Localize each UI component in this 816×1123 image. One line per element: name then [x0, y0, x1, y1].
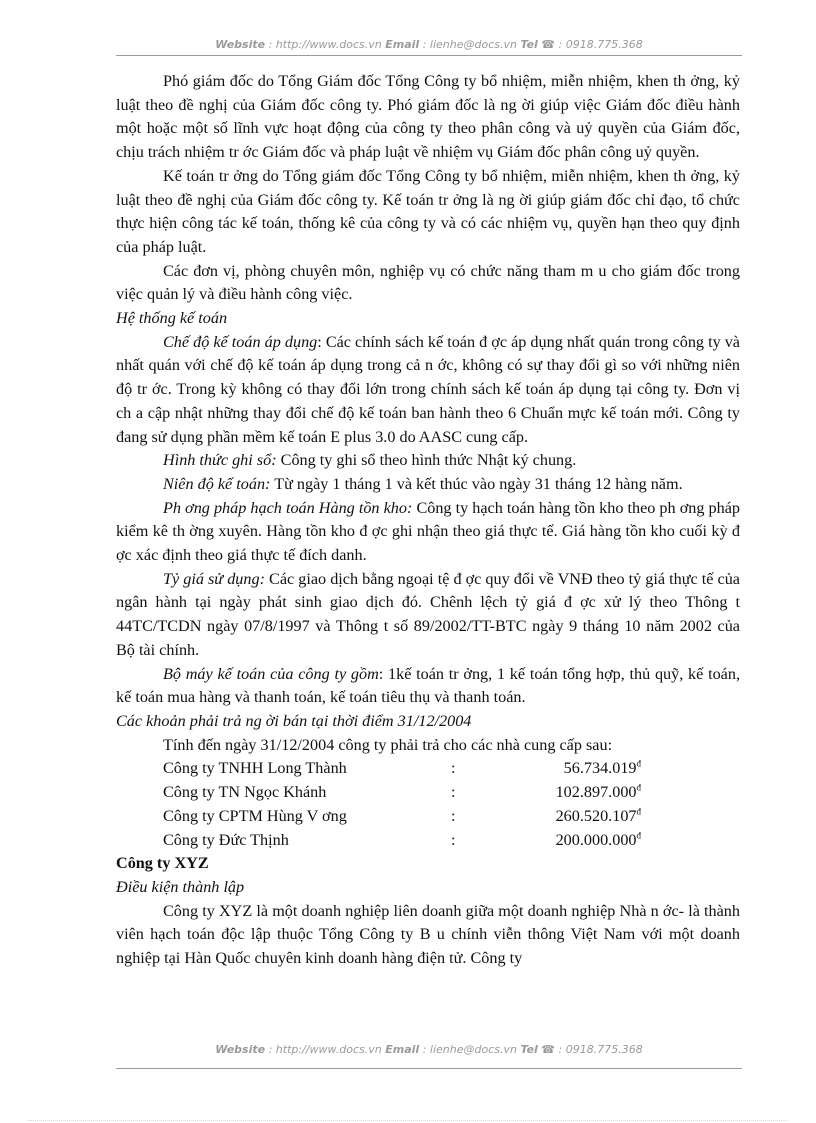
footer-rule — [116, 1068, 742, 1069]
paragraph: Công ty XYZ là một doanh nghiệp liên doanh giữa một doanh nghiệp Nhà n ớc- là thành viên hạch toán độc lập thuộc Tổng Công ty B u chính viễn thông Việt Nam với một doanh nghiệp tại Hàn Quốc chuyên kinh doanh hàng điện tử. Công ty — [116, 901, 740, 968]
supplier-name: Công ty Đức Thịnh — [163, 830, 289, 849]
supplier-name: Công ty CPTM Hùng V ơng — [163, 806, 347, 825]
paragraph — [116, 331, 740, 450]
email-value[interactable]: : lienhe@docs.vn — [419, 1043, 521, 1056]
amount-value: 102.897.000 — [555, 783, 637, 802]
email-label: Email — [385, 38, 420, 51]
amount-unit: đ — [636, 830, 641, 841]
website-url[interactable]: : http://www.docs.vn — [265, 38, 386, 51]
paragraph — [116, 497, 740, 568]
supplier-row — [116, 781, 740, 805]
supplier-colon: : — [451, 759, 456, 778]
supplier-colon: : — [451, 783, 456, 802]
amount-value: 56.734.019 — [563, 759, 637, 778]
paragraph-text: Công ty hạch toán hàng tồn kho theo ph ơng pháp kiểm kê th ờng xuyên. Hàng tồn kho đ ợc ghi nhận theo giá thực tế. Giá hàng tồn kho cuối kỳ đ ợc xác định theo giá thực tế đích danh. — [116, 498, 740, 565]
tel-value: ☎ : 0918.775.368 — [537, 38, 643, 51]
amount-unit: đ — [636, 782, 641, 793]
paragraph: Kế toán tr ởng do Tổng giám đốc Tổng Công ty bổ nhiệm, miễn nhiệm, khen th ởng, kỷ luật theo đề nghị của Giám đốc công ty. Kế toán tr ởng là ng ời giúp giám đốc chỉ đạo, tổ chức thực hiện công tác kế toán, thống kê của công ty và có các nhiệm vụ, quyền hạn theo quy định của pháp luật. — [116, 166, 740, 256]
tel-label: Tel — [520, 1043, 538, 1056]
amount-value: 200.000.000 — [555, 830, 637, 849]
document-body — [116, 70, 740, 971]
paragraph-label: Niên độ kế toán: — [163, 474, 271, 493]
company-heading: Công ty XYZ — [116, 854, 209, 873]
section-heading: Điều kiện thành lập — [116, 877, 245, 896]
page-footer — [116, 1043, 742, 1056]
amount-unit: đ — [636, 806, 641, 817]
supplier-list — [116, 757, 740, 852]
page-edge-rule — [28, 1120, 788, 1121]
supplier-amount — [501, 781, 641, 805]
paragraph-text: Từ ngày 1 tháng 1 và kết thúc vào ngày 31 tháng 12 hàng năm. — [270, 474, 683, 493]
supplier-colon: : — [451, 806, 456, 825]
header-rule — [116, 55, 742, 56]
website-label: Website — [215, 38, 266, 51]
supplier-row — [116, 829, 740, 853]
paragraph — [116, 568, 740, 663]
supplier-amount — [501, 829, 641, 853]
paragraph-text: Công ty ghi sổ theo hình thức Nhật ký chung. — [276, 451, 577, 470]
paragraph-label: Tỷ giá sử dụng: — [163, 569, 265, 588]
section-heading: Các khoản phải trả ng ời bán tại thời điểm 31/12/2004 — [116, 711, 472, 730]
website-label: Website — [215, 1043, 266, 1056]
amount-value: 260.520.107 — [555, 806, 637, 825]
paragraph-label: Hình thức ghi sổ: — [163, 451, 277, 470]
email-label: Email — [385, 1043, 420, 1056]
paragraph — [116, 473, 740, 497]
paragraph: Tính đến ngày 31/12/2004 công ty phải trả cho các nhà cung cấp sau: — [163, 735, 613, 754]
paragraph-text: Các giao dịch bằng ngoại tệ đ ợc quy đổi về VNĐ theo tỷ giá thực tế của ngân hành tại ngày phát sinh giao dịch đó. Chênh lệch tỷ giá đ ợc xử lý theo Thông t 44TC/TCDN ngày 07/8/1997 và Thông t số 89/2002/TT-BTC ngày 9 tháng 10 năm 2002 của Bộ tài chính. — [116, 569, 740, 659]
paragraph: Phó giám đốc do Tổng Giám đốc Tổng Công ty bổ nhiệm, miễn nhiệm, khen th ởng, kỷ luật theo đề nghị của Giám đốc công ty. Phó giám đốc là ng ời giúp việc Giám đốc điều hành một hoặc một số lĩnh vực hoạt động của công ty theo phân công và uỷ quyền của Giám đốc, chịu trách nhiệm tr ớc Giám đốc và pháp luật về nhiệm vụ Giám đốc phân công uỷ quyền. — [116, 72, 740, 162]
paragraph-label: Ph ơng pháp hạch toán Hàng tồn kho: — [163, 498, 413, 517]
supplier-row — [116, 805, 740, 829]
page-header — [116, 38, 742, 51]
supplier-amount — [501, 805, 641, 829]
paragraph-label: Bộ máy kế toán của công ty gồm — [163, 664, 379, 683]
email-value[interactable]: : lienhe@docs.vn — [419, 38, 521, 51]
amount-unit: đ — [636, 759, 641, 769]
paragraph-text: : 1kế toán tr ởng, 1 kế toán tổng hợp, thủ quỹ, kế toán, kế toán mua hàng và thanh toán, kế toán tiêu thụ và thanh toán. — [116, 664, 740, 707]
section-heading: Hệ thống kế toán — [116, 309, 228, 328]
paragraph-text: : Các chính sách kế toán đ ợc áp dụng nhất quán trong công ty và nhất quán với chế độ kế toán áp dụng trong cả n ớc, không có sự thay đổi gì so với những niên độ tr ớc. Trong kỳ không có thay đổi lớn trong chính sách kế toán áp dụng tại công ty. Đơn vị ch a cập nhật những thay đổi chế độ kế toán ban hành theo 6 Chuẩn mực kế toán mới. Công ty đang sử dụng phần mềm kế toán E plus 3.0 do AASC cung cấp. — [116, 332, 740, 446]
supplier-row — [116, 757, 740, 781]
supplier-name: Công ty TNHH Long Thành — [163, 759, 347, 778]
supplier-amount — [501, 757, 641, 781]
paragraph — [116, 663, 740, 710]
tel-value: ☎ : 0918.775.368 — [537, 1043, 643, 1056]
supplier-colon: : — [451, 830, 456, 849]
paragraph — [116, 449, 740, 473]
supplier-name: Công ty TN Ngọc Khánh — [163, 783, 327, 802]
paragraph: Các đơn vị, phòng chuyên môn, nghiệp vụ có chức năng tham m u cho giám đốc trong việc quản lý và điều hành công việc. — [116, 261, 740, 304]
tel-label: Tel — [520, 38, 538, 51]
paragraph-label: Chế độ kế toán áp dụng — [163, 332, 318, 351]
website-url[interactable]: : http://www.docs.vn — [265, 1043, 386, 1056]
